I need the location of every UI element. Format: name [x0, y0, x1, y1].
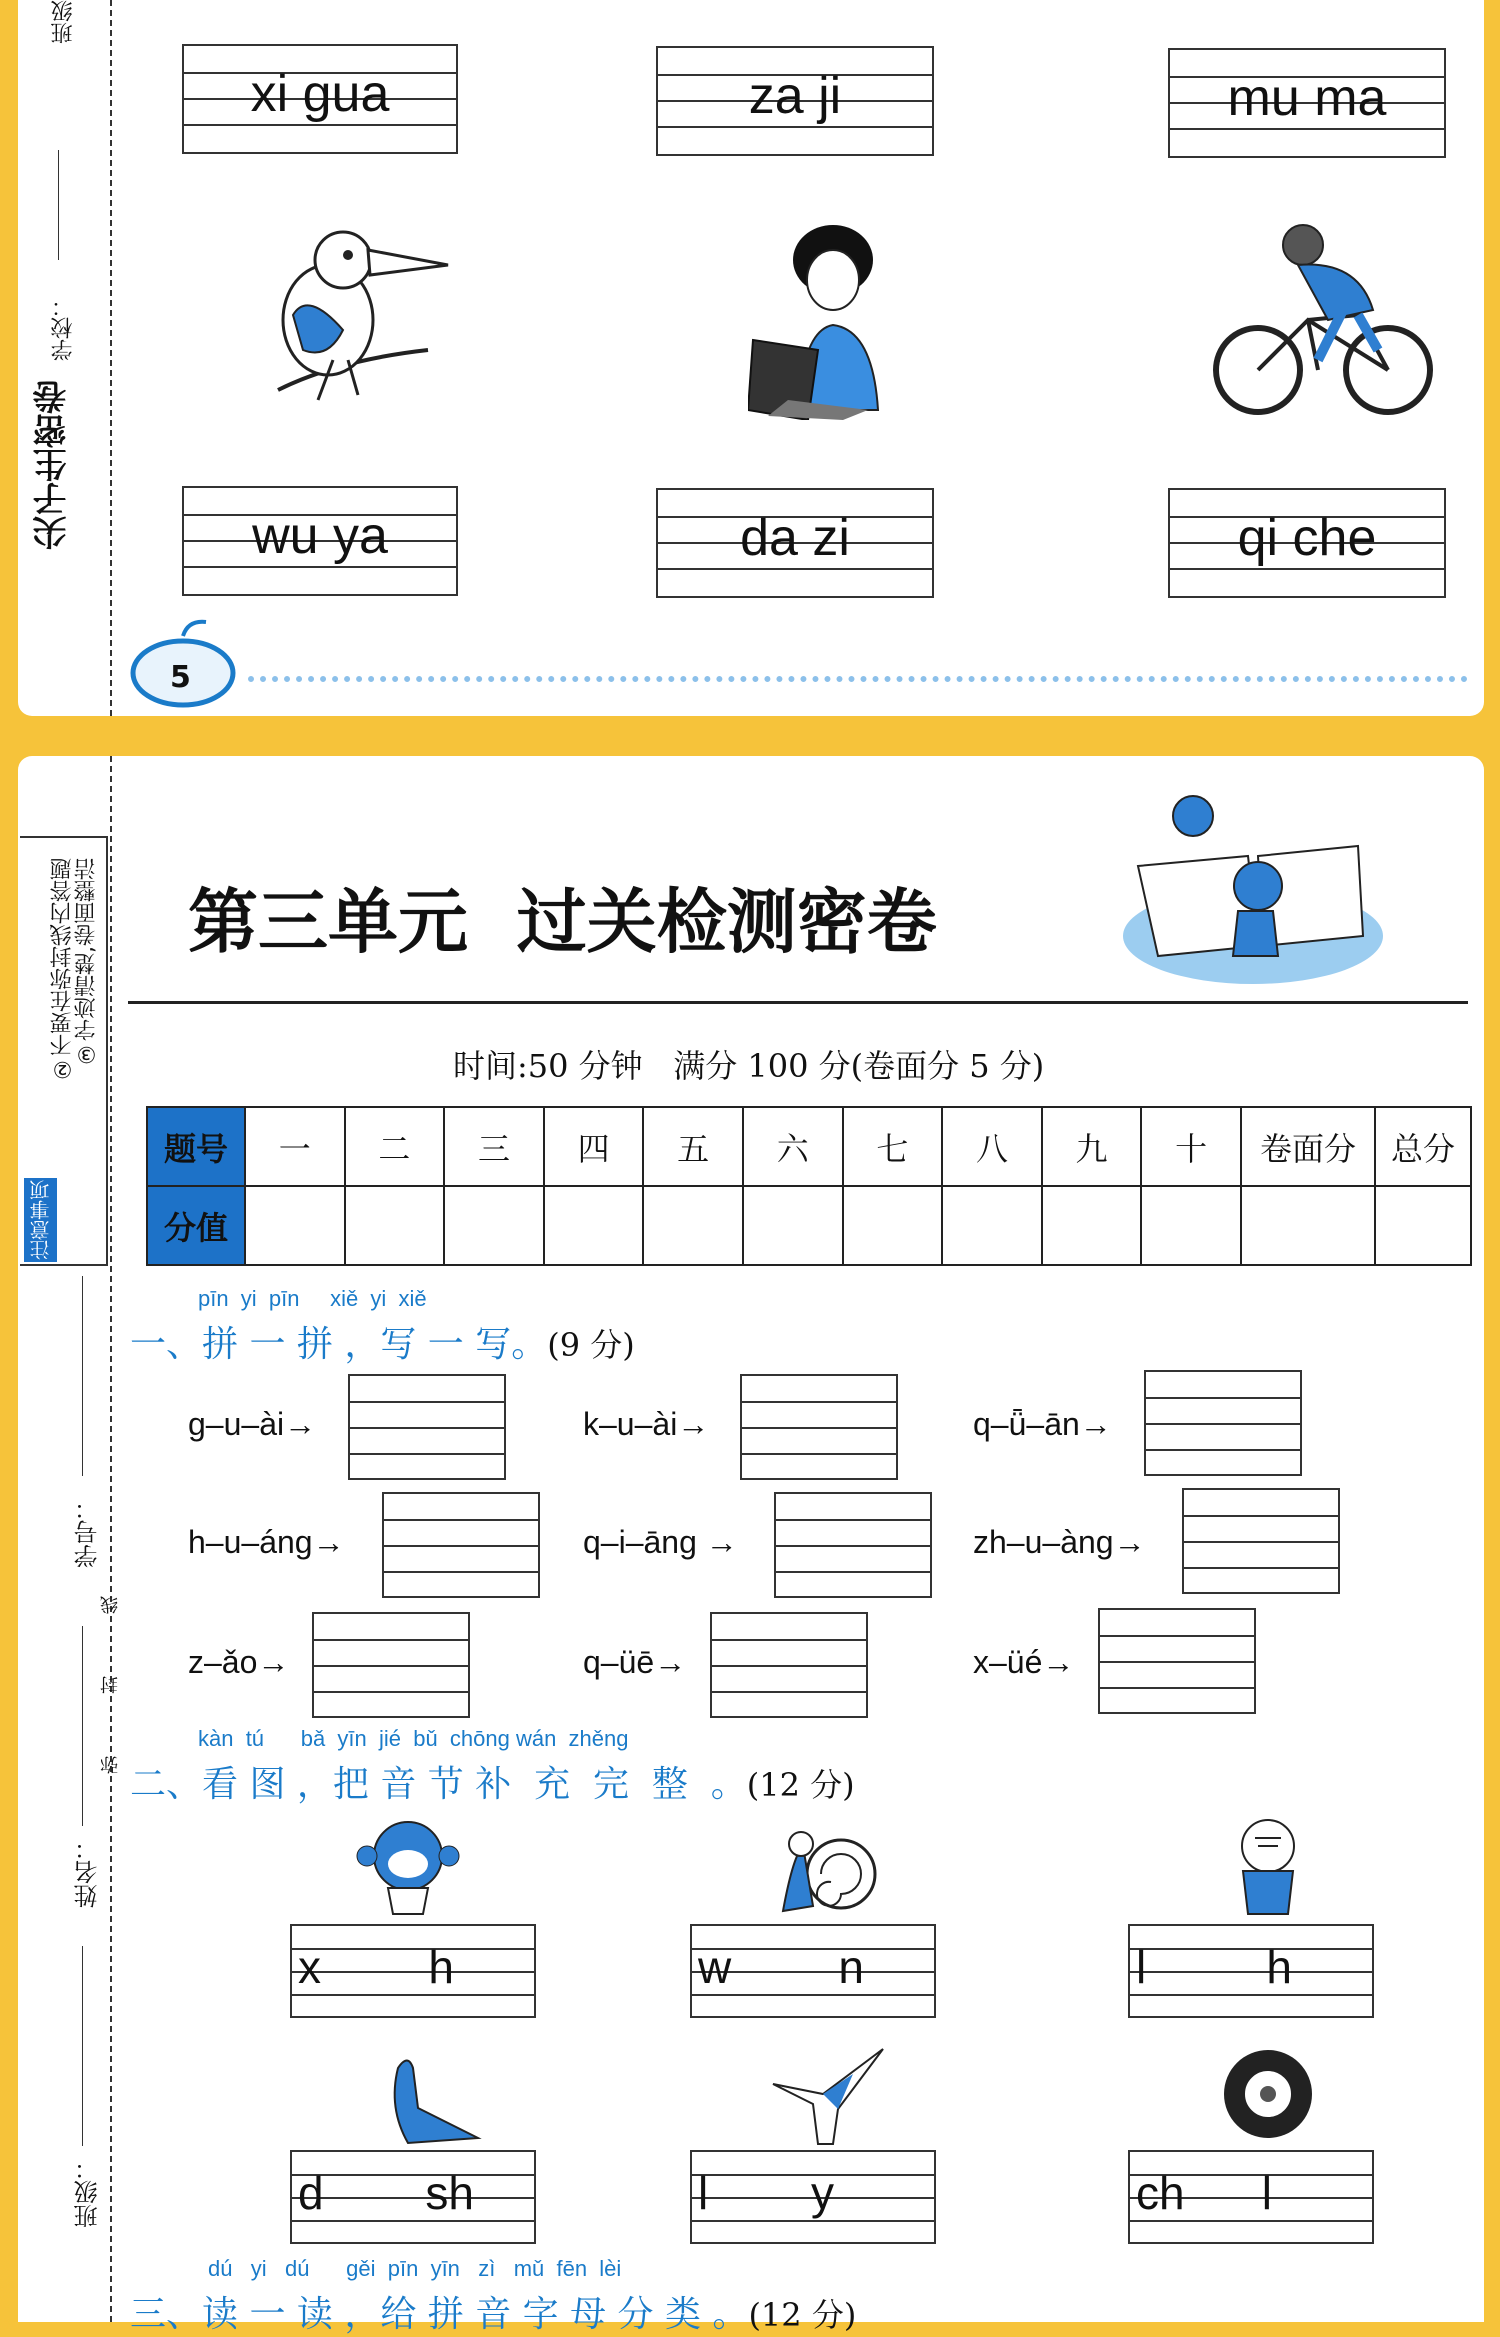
- answer-grid[interactable]: [382, 1492, 540, 1598]
- section3-points: (12 分): [748, 2296, 857, 2334]
- section3-pinyin: dú yi dú gěi pīn yīn zì mǔ fēn lèi: [208, 2256, 622, 2281]
- score-cell[interactable]: [942, 1186, 1042, 1265]
- answer-grid[interactable]: [312, 1612, 470, 1718]
- complete-grid[interactable]: [1128, 2150, 1374, 2244]
- name-label: 姓名：: [74, 1836, 102, 1908]
- notice-line-3: ③字迹清楚,卷面整洁: [74, 858, 99, 1066]
- final-letter: n: [838, 1941, 864, 1993]
- complete-grid[interactable]: [690, 1924, 936, 2018]
- row-header-score: 分值: [147, 1186, 245, 1265]
- section1-pinyin: pīn yi pīn xiě yi xiě: [198, 1286, 427, 1311]
- score-table-value-row: [147, 1186, 1471, 1265]
- initial-letter: l: [698, 2167, 709, 2219]
- initial-letter: ch: [1136, 2167, 1185, 2219]
- crow-illustration: [248, 220, 458, 420]
- answer-grid[interactable]: [740, 1374, 898, 1480]
- pinyin-grid-dazi[interactable]: [656, 488, 934, 598]
- title-rule: [128, 1001, 1468, 1004]
- pinyin-word: mu ma: [1227, 69, 1387, 127]
- answer-grid[interactable]: [774, 1492, 932, 1598]
- complete-grid[interactable]: [290, 1924, 536, 2018]
- final-letter: sh: [425, 2167, 474, 2219]
- col-header: 六: [743, 1107, 843, 1186]
- pinyin-grid-zaji[interactable]: [656, 46, 934, 156]
- notice-box: [20, 836, 108, 1266]
- col-header: 五: [643, 1107, 743, 1186]
- score-cell[interactable]: [1042, 1186, 1142, 1265]
- binding-dashed-line: [110, 756, 112, 2322]
- binding-dashed-line: [110, 0, 112, 716]
- complete-grid[interactable]: [690, 2150, 936, 2244]
- spell-item-label: g–u–ài→: [188, 1406, 317, 1442]
- col-header: 十: [1141, 1107, 1241, 1186]
- final-letter: h: [1266, 1941, 1292, 1993]
- initial-letter: d: [298, 2167, 324, 2219]
- seal-char: 弥: [100, 1756, 121, 1774]
- score-cell[interactable]: [245, 1186, 345, 1265]
- pinyin-grid-xigua[interactable]: [182, 44, 458, 154]
- score-cell[interactable]: [544, 1186, 644, 1265]
- pinyin-word: xi gua: [250, 65, 390, 123]
- final-letter: y: [811, 2167, 834, 2219]
- score-cell[interactable]: [1375, 1186, 1471, 1265]
- section1-title: 一、拼 一 拼 ，写 一 写。: [130, 1324, 548, 1365]
- complete-grid[interactable]: [1128, 1924, 1374, 2018]
- snail-icon: [773, 1816, 883, 1916]
- answer-grid[interactable]: [710, 1612, 868, 1718]
- final-letter: l: [1261, 2167, 1272, 2219]
- notice-line-2: ②不要在弥封线内答题: [50, 858, 75, 1081]
- section3-heading: [130, 2286, 856, 2337]
- col-header: 一: [245, 1107, 345, 1186]
- spell-item-label: k–u–ài→: [583, 1406, 710, 1442]
- dotted-divider: [248, 676, 1468, 682]
- cyclist-illustration: [1208, 220, 1438, 420]
- answer-grid[interactable]: [1182, 1488, 1340, 1594]
- typing-woman-illustration: [748, 220, 918, 420]
- student-id-line: [82, 1276, 83, 1476]
- reading-kids-illustration: [1118, 786, 1388, 986]
- answer-grid[interactable]: [1098, 1608, 1256, 1714]
- pinyin-grid-wuya[interactable]: [182, 486, 458, 596]
- wheel-icon: [1218, 2044, 1318, 2144]
- score-table: [146, 1106, 1472, 1266]
- col-header: 八: [942, 1107, 1042, 1186]
- exam-subtitle: 时间:50 分钟 满分 100 分(卷面分 5 分): [453, 1047, 1045, 1085]
- student-id-label: 学号：: [74, 1496, 102, 1568]
- pinyin-grid-qiche[interactable]: [1168, 488, 1446, 598]
- initial-letter: w: [698, 1941, 732, 1993]
- initial-letter: x: [298, 1941, 321, 1993]
- seal-char: 封: [100, 1676, 121, 1694]
- class-label: 班级：: [74, 2156, 102, 2228]
- spell-item-label: h–u–áng→: [188, 1524, 345, 1560]
- spell-item-label: q–üē→: [583, 1644, 687, 1680]
- pinyin-word: da zi: [740, 509, 850, 567]
- worksheet-page-top: [18, 0, 1484, 716]
- pinyin-word: qi che: [1237, 509, 1377, 567]
- section2-pinyin: kàn tú bǎ yīn jié bǔ chōng wán zhěng: [198, 1726, 629, 1751]
- tiger-icon: [1213, 1816, 1323, 1916]
- score-cell[interactable]: [643, 1186, 743, 1265]
- notice-tag: 注意事项: [24, 1178, 57, 1262]
- pinyin-grid-muma[interactable]: [1168, 48, 1446, 158]
- spell-item-label: z–ǎo→: [188, 1644, 290, 1680]
- section2-points: (12 分): [746, 1766, 855, 1804]
- monkey-icon: [353, 1816, 463, 1916]
- col-header: 七: [843, 1107, 943, 1186]
- section2-heading: [130, 1756, 855, 1807]
- spell-item-label: q–i–āng →: [583, 1524, 738, 1560]
- answer-grid[interactable]: [348, 1374, 506, 1480]
- spell-item-label: q–ǖ–ān→: [973, 1406, 1112, 1442]
- col-header: 四: [544, 1107, 644, 1186]
- answer-grid[interactable]: [1144, 1370, 1302, 1476]
- school-line: [58, 150, 59, 260]
- section2-title: 二、看 图 ，把 音 节 补 充 完 整 。: [130, 1764, 747, 1805]
- col-header: 二: [345, 1107, 445, 1186]
- worksheet-page-bottom: [18, 756, 1484, 2335]
- score-cell[interactable]: [743, 1186, 843, 1265]
- page-title: 第三单元 过关检测密卷: [188, 880, 937, 963]
- initial-letter: l: [1136, 1941, 1147, 1993]
- complete-grid[interactable]: [290, 2150, 536, 2244]
- score-cell[interactable]: [1241, 1186, 1375, 1265]
- score-cell[interactable]: [843, 1186, 943, 1265]
- section1-points: (9 分): [547, 1326, 635, 1364]
- brand-label: 尖子生密卷: [33, 380, 73, 550]
- pinyin-word: za ji: [748, 67, 842, 125]
- class-label: 班级: [51, 0, 76, 44]
- col-header: 总分: [1375, 1107, 1471, 1186]
- score-cell[interactable]: [345, 1186, 445, 1265]
- col-header: 九: [1042, 1107, 1142, 1186]
- score-cell[interactable]: [1141, 1186, 1241, 1265]
- kangaroo-icon: [368, 2048, 488, 2148]
- final-letter: h: [428, 1941, 454, 1993]
- section3-title: 三、读 一 读 ，给 拼 音 字 母 分 类 。: [130, 2294, 749, 2335]
- pinyin-word: wu ya: [252, 507, 388, 565]
- row-header-question: 题号: [147, 1107, 245, 1186]
- seal-char: 线: [100, 1596, 121, 1614]
- eagle-icon: [763, 2044, 893, 2148]
- section1-heading: [130, 1316, 635, 1367]
- page-number: 5: [170, 660, 191, 695]
- score-cell[interactable]: [444, 1186, 544, 1265]
- spell-item-label: zh–u–àng→: [973, 1524, 1146, 1560]
- col-header: 卷面分: [1241, 1107, 1375, 1186]
- spell-item-label: x–üé→: [973, 1644, 1075, 1680]
- school-label: 学校：: [51, 295, 76, 361]
- score-table-header-row: [147, 1107, 1471, 1186]
- col-header: 三: [444, 1107, 544, 1186]
- name-line: [82, 1626, 83, 1826]
- class-line: [82, 1946, 83, 2146]
